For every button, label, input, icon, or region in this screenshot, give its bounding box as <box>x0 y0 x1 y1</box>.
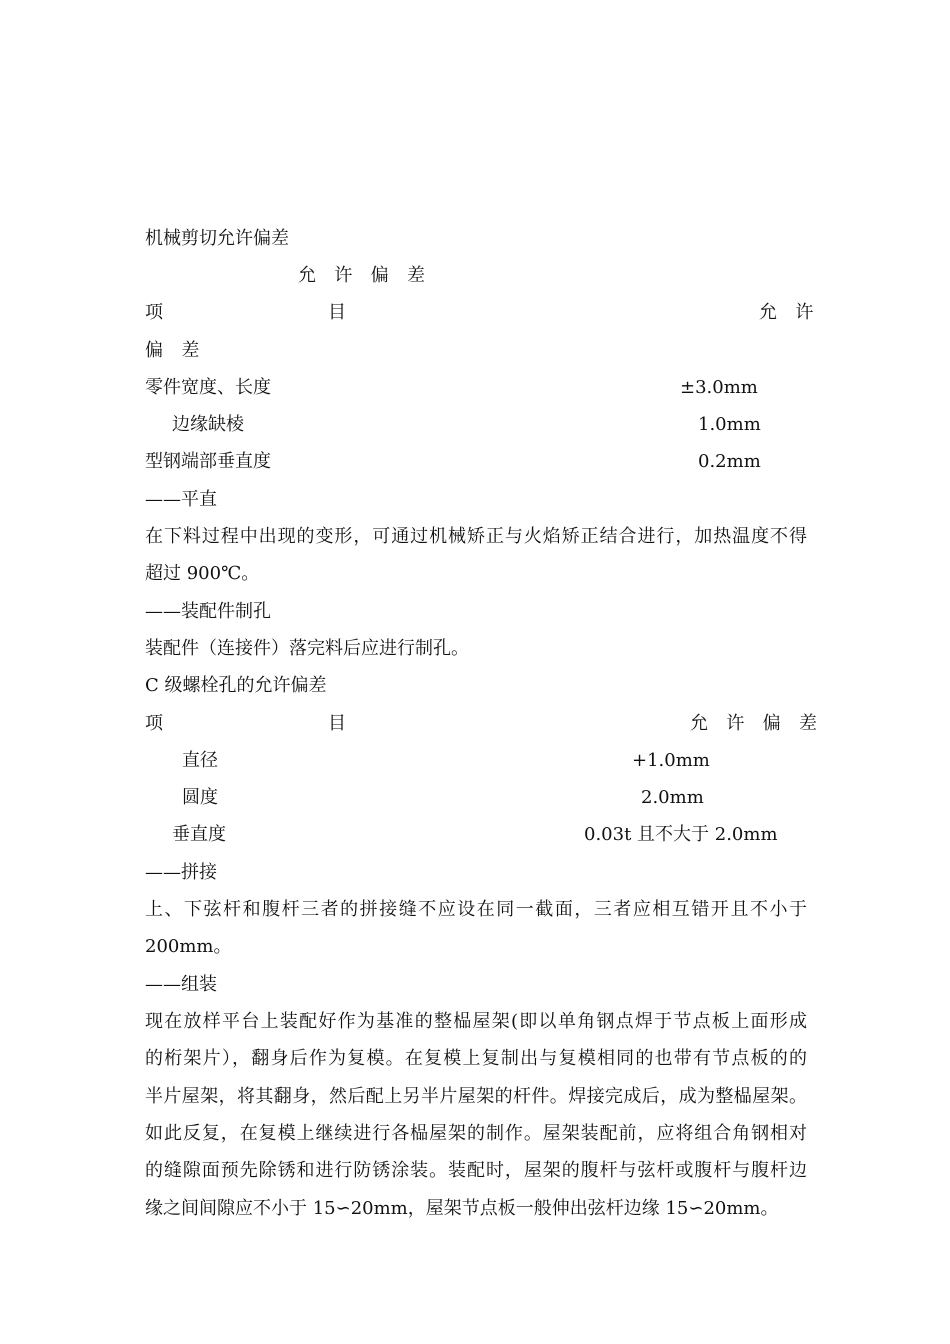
table2-row-value: 2.0mm <box>641 787 704 808</box>
paragraph-line: 上、下弦杆和腹杆三者的拼接缝不应设在同一截面，三者应相互错开且不小于 <box>145 899 807 920</box>
paragraph-line: 半片屋架，将其翻身，然后配上另半片屋架的杆件。焊接完成后，成为整榀屋架。 <box>145 1086 807 1107</box>
table2-row-value: +1.0mm <box>632 750 710 771</box>
paragraph-line: 现在放样平台上装配好作为基准的整榀屋架(即以单角钢点焊于节点板上面形成 <box>145 1011 807 1032</box>
paragraph-line: 200mm。 <box>145 936 232 957</box>
table1-row-item: 边缘缺棱 <box>172 414 244 435</box>
table1-header-item: 项 <box>145 302 163 323</box>
table1-caption: 允 许 偏 差 <box>298 265 432 286</box>
table1-row-item: 型钢端部垂直度 <box>145 451 271 472</box>
section-title-hole-making: ——装配件制孔 <box>145 601 271 622</box>
paragraph-line: 缘之间间隙应不小于 15∽20mm，屋架节点板一般伸出弦杆边缘 15∽20mm。 <box>145 1198 779 1219</box>
paragraph-line: 如此反复，在复模上继续进行各榀屋架的制作。屋架装配前，应将组合角钢相对 <box>145 1123 807 1144</box>
paragraph-line: 的桁架片），翻身后作为复模。在复模上复制出与复模相同的也带有节点板的的 <box>145 1048 807 1069</box>
paragraph-line: 在下料过程中出现的变形，可通过机械矫正与火焰矫正结合进行，加热温度不得 <box>145 526 807 547</box>
table2-row-item: 圆度 <box>182 787 218 808</box>
table2-caption: C 级螺栓孔的允许偏差 <box>145 675 327 696</box>
section-title-splice: ——拼接 <box>145 862 217 883</box>
table1-header-tolerance-cont: 偏 差 <box>145 340 206 361</box>
table2-row-item: 垂直度 <box>172 824 226 845</box>
table1-header-tolerance: 允 许 <box>759 302 820 323</box>
table2-header-tolerance: 允 许 偏 差 <box>690 713 824 734</box>
table2-row-value: 0.03t 且不大于 2.0mm <box>584 824 778 845</box>
table2-row-item: 直径 <box>182 750 218 771</box>
paragraph-line: 装配件（连接件）落完料后应进行制孔。 <box>145 638 469 659</box>
paragraph-line: 的缝隙面预先除锈和进行防锈涂装。装配时，屋架的腹杆与弦杆或腹杆与腹杆边 <box>145 1160 807 1181</box>
table1-row-value: 1.0mm <box>698 414 761 435</box>
section-title-straighten: ——平直 <box>145 489 217 510</box>
paragraph-line: 超过 900℃。 <box>145 563 260 584</box>
table1-row-value: ±3.0mm <box>680 377 758 398</box>
table1-row-value: 0.2mm <box>698 451 761 472</box>
table2-header-item2: 目 <box>328 713 346 734</box>
table1-header-item2: 目 <box>328 302 346 323</box>
table2-header-item: 项 <box>145 713 163 734</box>
section-heading-cut-tolerance: 机械剪切允许偏差 <box>145 228 289 249</box>
table1-row-item: 零件宽度、长度 <box>145 377 271 398</box>
section-title-assembly: ——组装 <box>145 974 217 995</box>
